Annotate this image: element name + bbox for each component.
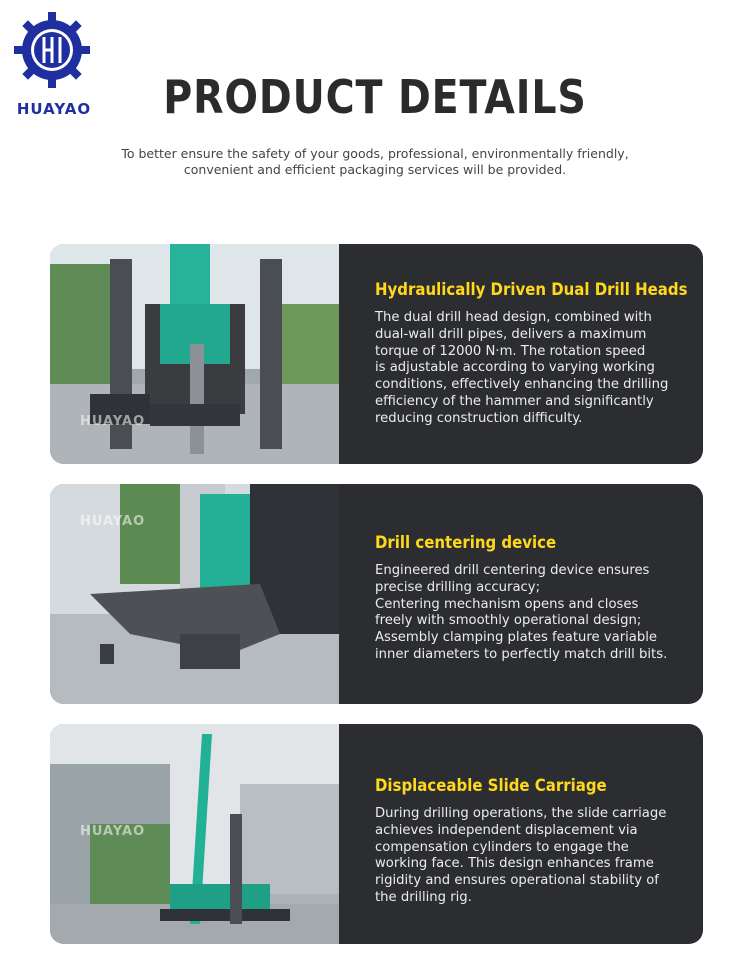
description-line: rigidity and ensures operational stability of xyxy=(375,873,659,889)
intro-line: To better ensure the safety of your goods, professional, environmentally friendly, xyxy=(121,146,629,161)
intro-line: convenient and efficient packaging services will be provided. xyxy=(183,162,567,177)
page-title: PRODUCT DETAILS xyxy=(163,70,587,124)
description-line: torque of 12000 N·m. The rotation speed xyxy=(375,343,646,359)
feature-description xyxy=(375,806,685,907)
watermark-text: HUAYAO xyxy=(80,824,146,839)
feature-title: Drill centering device xyxy=(375,533,557,553)
watermark-text: HUAYAO xyxy=(80,414,146,429)
drill-rig-front-photo xyxy=(50,244,339,464)
description-line: compensation cylinders to engage the xyxy=(375,839,629,855)
description-line: freely with smoothly operational design; xyxy=(375,613,642,629)
description-line: conditions, effectively enhancing the drilling xyxy=(375,377,669,393)
feature-card xyxy=(50,724,703,944)
feature-title: Displaceable Slide Carriage xyxy=(375,776,607,796)
description-line: Assembly clamping plates feature variable xyxy=(375,630,658,646)
feature-text xyxy=(375,484,685,704)
description-line: Centering mechanism opens and closes xyxy=(375,596,639,612)
brand-name: HUAYAO xyxy=(16,100,92,118)
feature-description xyxy=(375,563,685,664)
description-line: precise drilling accuracy; xyxy=(375,579,541,595)
feature-title: Hydraulically Driven Dual Drill Heads xyxy=(375,280,688,300)
description-line: achieves independent displacement via xyxy=(375,822,638,838)
description-line: Engineered drill centering device ensures xyxy=(375,563,650,578)
description-line: During drilling operations, the slide carriage xyxy=(375,806,667,821)
description-line: dual-wall drill pipes, delivers a maximum xyxy=(375,326,647,342)
centering-device-photo xyxy=(50,484,339,704)
feature-description xyxy=(375,310,685,428)
intro-text xyxy=(100,146,650,178)
description-line: reducing construction difficulty. xyxy=(375,410,583,426)
feature-card xyxy=(50,484,703,704)
description-line: is adjustable according to varying working xyxy=(375,360,655,376)
feature-text xyxy=(375,724,685,944)
feature-text xyxy=(375,244,688,464)
description-line: inner diameters to perfectly match drill bits. xyxy=(375,646,668,662)
slide-carriage-photo xyxy=(50,724,339,944)
description-line: The dual drill head design, combined with xyxy=(375,310,652,325)
description-line: working face. This design enhances frame xyxy=(375,856,654,872)
feature-card xyxy=(50,244,703,464)
description-line: efficiency of the hammer and significantly xyxy=(375,393,654,409)
watermark-text: HUAYAO xyxy=(80,514,146,529)
description-line: the drilling rig. xyxy=(375,889,472,905)
